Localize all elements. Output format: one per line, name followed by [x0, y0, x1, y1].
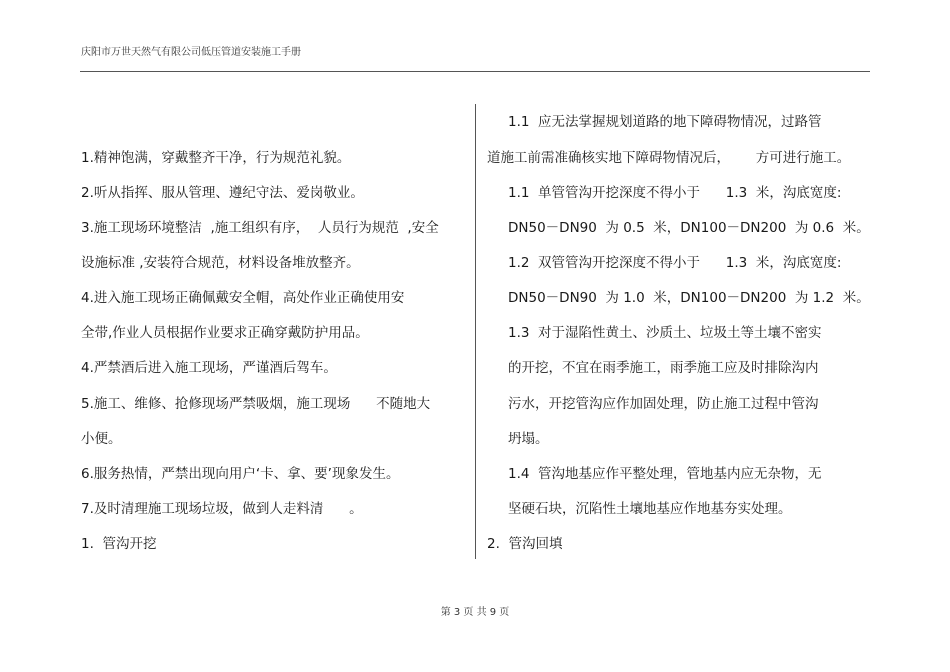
left-line: 1.精神饱满，穿戴整齐干净，行为规范礼貌。 [81, 150, 351, 166]
left-line: 设施标准 ,安装符合规范，材料设备堆放整齐。 [81, 255, 360, 271]
left-line: 7.及时清理施工现场垃圾，做到人走料清 。 [81, 501, 363, 517]
left-line: 3.施工现场环境整洁 ,施工组织有序， 人员行为规范 ,安全 [81, 220, 439, 236]
left-line: 5.施工、维修、抢修现场严禁吸烟，施工现场 不随地大 [81, 396, 431, 412]
right-line: 污水，开挖管沟应作加固处理，防止施工过程中管沟 [508, 396, 819, 412]
right-line: 坚硬石块，沉陷性土壤地基应作地基夯实处理。 [508, 501, 792, 517]
right-line: 坍塌。 [508, 431, 549, 447]
header-rule [80, 71, 870, 72]
right-line: 1.1 应无法掌握规划道路的地下障碍物情况，过路管 [508, 114, 822, 130]
right-line: DN50－DN90 为 0.5 米，DN100－DN200 为 0.6 米。 [508, 220, 870, 236]
column-divider [475, 104, 476, 559]
page-footer: 第 3 页 共 9 页 [440, 607, 510, 618]
right-line: 1.2 双管管沟开挖深度不得小于 1.3 米，沟底宽度: [508, 255, 842, 271]
right-line: 1.1 单管管沟开挖深度不得小于 1.3 米，沟底宽度: [508, 185, 842, 201]
left-line: 2.听从指挥、服从管理、遵纪守法、爱岗敬业。 [81, 185, 364, 201]
left-line: 小便。 [81, 431, 122, 447]
right-line: 道施工前需准确核实地下障碍物情况后， 方可进行施工。 [487, 150, 851, 166]
right-line: 的开挖，不宜在雨季施工，雨季施工应及时排除沟内 [508, 360, 819, 376]
left-line: 全带,作业人员根据作业要求正确穿戴防护用品。 [81, 325, 369, 341]
section-heading: 1. 管沟开挖 [81, 536, 157, 552]
left-line: 4.严禁酒后进入施工现场，严谨酒后驾车。 [81, 360, 337, 376]
right-line: DN50－DN90 为 1.0 米，DN100－DN200 为 1.2 米。 [508, 290, 870, 306]
document-header-title: 庆阳市万世天然气有限公司低压管道安装施工手册 [81, 47, 301, 58]
section-heading: 2. 管沟回填 [487, 536, 563, 552]
right-line: 1.3 对于湿陷性黄土、沙质土、垃圾土等土壤不密实 [508, 325, 822, 341]
left-line: 6.服务热情，严禁出现向用户‘卡、拿、要’现象发生。 [81, 466, 400, 482]
left-line: 4.进入施工现场正确佩戴安全帽，高处作业正确使用安 [81, 290, 405, 306]
right-line: 1.4 管沟地基应作平整处理，管地基内应无杂物，无 [508, 466, 822, 482]
